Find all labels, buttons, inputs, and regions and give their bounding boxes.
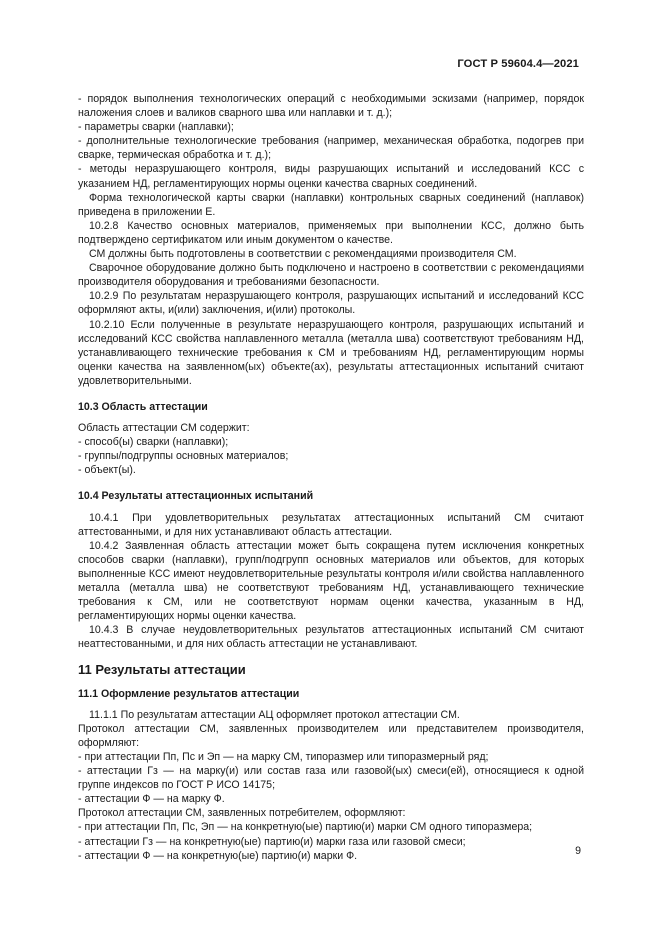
list-item: - аттестации Ф — на марку Ф.	[78, 793, 225, 806]
list-item: - при аттестации Пп, Пс и Эп — на марку СМ, типоразмер или типоразмерный ряд;	[78, 750, 489, 763]
paragraph: - методы неразрушающего контроля, виды разрушающих испытаний и исследований КСС с указанием НД, регламентирующих нормы оценки качества сварных соединений.	[78, 163, 584, 190]
section-heading-10-4: 10.4 Результаты аттестационных испытаний	[78, 490, 314, 503]
document-body	[78, 92, 584, 863]
paragraph: - параметры сварки (наплавки);	[78, 121, 234, 134]
paragraph: Область аттестации СМ содержит:	[78, 422, 250, 435]
section-heading-11: 11 Результаты аттестации	[78, 662, 246, 678]
paragraph: 10.4.1 При удовлетворительных результатах аттестационных испытаний СМ считают аттестованными, и для них устанавливают область аттестации.	[78, 511, 584, 538]
paragraph: 10.2.10 Если полученные в результате неразрушающего контроля, разрушающих испытаний и исследований КСС свойства наплавленного металла (металла шва) соответствуют требованиям НД, устанавливающего технические требования к СМ и требованиям НД, регламентирующим нормы оценки качества на заявленном(ых) объекте(ах), результаты аттестационных испытаний считают удовлетворительными.	[78, 318, 584, 387]
paragraph: 10.2.9 По результатам неразрушающего контроля, разрушающих испытаний и исследований КСС оформляют акты, и(или) заключения, и(или) протоколы.	[78, 290, 584, 317]
list-item: - группы/подгруппы основных материалов;	[78, 450, 289, 463]
paragraph: Протокол аттестации СМ, заявленных производителем или представителем производителя, оформляют:	[78, 722, 584, 749]
paragraph: СМ должны быть подготовлены в соответствии с рекомендациями производителя СМ.	[89, 248, 517, 261]
paragraph: 10.2.8 Качество основных материалов, применяемых при выполнении КСС, должно быть подтверждено сертификатом или иным документом о качестве.	[78, 219, 584, 246]
section-heading-10-3: 10.3 Область аттестации	[78, 400, 208, 413]
list-item: - при аттестации Пп, Пс, Эп — на конкретную(ые) партию(и) марки СМ одного типоразмера;	[78, 821, 533, 834]
paragraph: Протокол аттестации СМ, заявленных потребителем, оформляют:	[78, 807, 406, 820]
list-item: - способ(ы) сварки (наплавки);	[78, 436, 229, 449]
page-number: 9	[575, 845, 581, 857]
paragraph: - порядок выполнения технологических операций с необходимыми эскизами (например, порядок наложения слоев и валиков сварного шва или наплавки и т. д.);	[78, 93, 584, 120]
paragraph: 11.1.1 По результатам аттестации АЦ оформляет протокол аттестации СМ.	[89, 708, 460, 721]
paragraph: Сварочное оборудование должно быть подключено и настроено в соответствии с рекомендациями производителя оборудования и требованиями безопасности.	[78, 262, 584, 289]
paragraph: 10.4.2 Заявленная область аттестации может быть сокращена путем исключения конкретных способов сварки (наплавки), групп/подгрупп основных материалов или объектов, для которых выполненные КСС имеют неудовлетворительные результаты контроля и/или свойства наплавленного металла (металла шва) не соответствуют требованиям НД, устанавливающего технические требования к СМ, или не соответствуют нормам оценки качества, указанным в НД, регламентирующих нормы оценки качества.	[78, 539, 584, 623]
section-heading-11-1: 11.1 Оформление результатов аттестации	[78, 687, 300, 700]
list-item: - аттестации Гз — на конкретную(ые) партию(и) марки газа или газовой смеси;	[78, 835, 466, 848]
list-item: - аттестации Гз — на марку(и) или состав газа или газовой(ых) смеси(ей), относящиеся к одной группе индексов по ГОСТ Р ИСО 14175;	[78, 765, 584, 792]
list-item: - объект(ы).	[78, 464, 136, 477]
paragraph: Форма технологической карты сварки (наплавки) контрольных сварных соединений (наплавок) приведена в приложении Е.	[78, 191, 584, 218]
document-header: ГОСТ Р 59604.4—2021	[457, 58, 579, 70]
list-item: - аттестации Ф — на конкретную(ые) партию(и) марки Ф.	[78, 849, 358, 862]
paragraph: - дополнительные технологические требования (например, механическая обработка, подогрев при сварке, термическая обработка и т. д.);	[78, 135, 584, 162]
paragraph: 10.4.3 В случае неудовлетворительных результатов аттестационных испытаний СМ считают неаттестованными, и для них область аттестации не устанавливают.	[78, 624, 584, 651]
